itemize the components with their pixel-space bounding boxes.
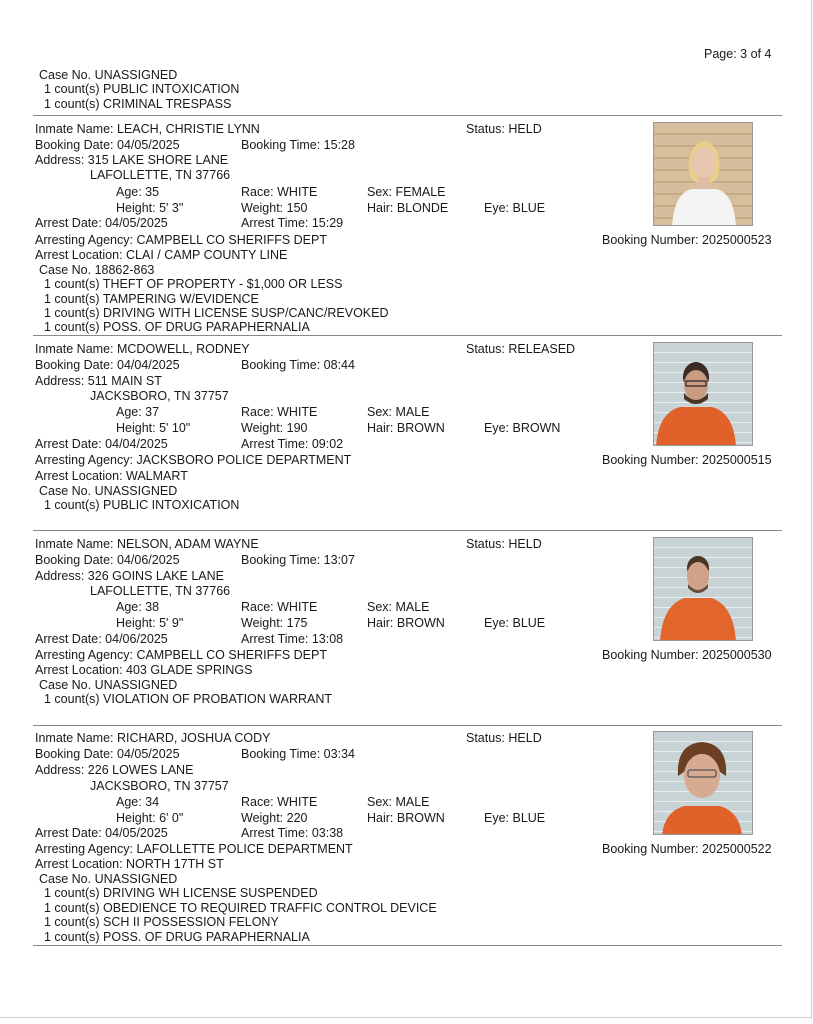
page-number: Page: 3 of 4 — [704, 47, 772, 61]
arrest-date: Arrest Date: 04/04/2025 — [35, 437, 168, 451]
booking-time: Booking Time: 03:34 — [241, 747, 355, 761]
hair: Hair: BROWN — [367, 421, 445, 435]
height: Height: 5' 9" — [116, 616, 184, 630]
charge-line: 1 count(s) CRIMINAL TRESPASS — [44, 97, 232, 111]
charge-line: 1 count(s) TAMPERING W/EVIDENCE — [44, 292, 259, 306]
booking-number: Booking Number: 2025000515 — [602, 453, 772, 467]
race: Race: WHITE — [241, 185, 318, 199]
arrest-date: Arrest Date: 04/05/2025 — [35, 826, 168, 840]
arresting-agency: Arresting Agency: LAFOLLETTE POLICE DEPARTMENT — [35, 842, 353, 856]
booking-time: Booking Time: 13:07 — [241, 553, 355, 567]
arresting-agency: Arresting Agency: JACKSBORO POLICE DEPARTMENT — [35, 453, 352, 467]
address: Address: 511 MAIN ST — [35, 374, 162, 388]
arrest-time: Arrest Time: 13:08 — [241, 632, 344, 646]
arrest-date: Arrest Date: 04/05/2025 — [35, 216, 168, 230]
age: Age: 35 — [116, 185, 160, 199]
mugshot-photo — [653, 537, 753, 641]
age: Age: 37 — [116, 405, 160, 419]
case-number: Case No. UNASSIGNED — [39, 484, 178, 498]
arrest-location: Arrest Location: CLAI / CAMP COUNTY LINE — [35, 248, 288, 262]
address: Address: 326 GOINS LAKE LANE — [35, 569, 224, 583]
case-number: Case No. UNASSIGNED — [39, 872, 178, 886]
eye: Eye: BLUE — [484, 616, 546, 630]
sex: Sex: MALE — [367, 600, 430, 614]
charge-line: 1 count(s) POSS. OF DRUG PARAPHERNALIA — [44, 320, 310, 334]
race: Race: WHITE — [241, 405, 318, 419]
arrest-time: Arrest Time: 09:02 — [241, 437, 344, 451]
eye: Eye: BLUE — [484, 201, 546, 215]
charge-line: 1 count(s) DRIVING WITH LICENSE SUSP/CANC/REVOKED — [44, 306, 389, 320]
height: Height: 5' 10" — [116, 421, 191, 435]
eye: Eye: BLUE — [484, 811, 546, 825]
charge-line: 1 count(s) PUBLIC INTOXICATION — [44, 82, 240, 96]
charge-line: 1 count(s) VIOLATION OF PROBATION WARRANT — [44, 692, 333, 706]
booking-time: Booking Time: 08:44 — [241, 358, 355, 372]
charge-line: 1 count(s) POSS. OF DRUG PARAPHERNALIA — [44, 930, 310, 944]
booking-date: Booking Date: 04/05/2025 — [35, 747, 180, 761]
arrest-time: Arrest Time: 15:29 — [241, 216, 344, 230]
booking-number: Booking Number: 2025000530 — [602, 648, 772, 662]
race: Race: WHITE — [241, 600, 318, 614]
inmate-name: Inmate Name: RICHARD, JOSHUA CODY — [35, 731, 271, 745]
booking-date: Booking Date: 04/04/2025 — [35, 358, 180, 372]
weight: Weight: 190 — [241, 421, 308, 435]
arrest-location: Arrest Location: 403 GLADE SPRINGS — [35, 663, 253, 677]
booking-time: Booking Time: 15:28 — [241, 138, 355, 152]
charge-line: 1 count(s) OBEDIENCE TO REQUIRED TRAFFIC CONTROL DEVICE — [44, 901, 437, 915]
race: Race: WHITE — [241, 795, 318, 809]
hair: Hair: BROWN — [367, 616, 445, 630]
arrest-location: Arrest Location: WALMART — [35, 469, 188, 483]
age: Age: 38 — [116, 600, 160, 614]
weight: Weight: 175 — [241, 616, 308, 630]
case-number: Case No. 18862-863 — [39, 263, 155, 277]
arresting-agency: Arresting Agency: CAMPBELL CO SHERIFFS DEPT — [35, 648, 327, 662]
charge-line: 1 count(s) SCH II POSSESSION FELONY — [44, 915, 279, 929]
booking-date: Booking Date: 04/06/2025 — [35, 553, 180, 567]
age: Age: 34 — [116, 795, 160, 809]
hair: Hair: BLONDE — [367, 201, 449, 215]
status: Status: HELD — [466, 731, 542, 745]
booking-number: Booking Number: 2025000522 — [602, 842, 772, 856]
eye: Eye: BROWN — [484, 421, 561, 435]
sex: Sex: MALE — [367, 405, 430, 419]
status: Status: RELEASED — [466, 342, 576, 356]
address: Address: 315 LAKE SHORE LANE — [35, 153, 229, 167]
sex: Sex: FEMALE — [367, 185, 446, 199]
charge-line: 1 count(s) PUBLIC INTOXICATION — [44, 498, 240, 512]
mugshot-photo — [653, 122, 753, 226]
arrest-date: Arrest Date: 04/06/2025 — [35, 632, 168, 646]
divider — [33, 530, 782, 531]
status: Status: HELD — [466, 122, 542, 136]
city: LAFOLLETTE, TN 37766 — [90, 168, 231, 182]
height: Height: 6' 0" — [116, 811, 184, 825]
case-number: Case No. UNASSIGNED — [39, 678, 178, 692]
charge-line: 1 count(s) DRIVING WH LICENSE SUSPENDED — [44, 886, 318, 900]
inmate-name: Inmate Name: NELSON, ADAM WAYNE — [35, 537, 259, 551]
city: LAFOLLETTE, TN 37766 — [90, 584, 231, 598]
divider — [33, 115, 782, 116]
divider — [33, 725, 782, 726]
city: JACKSBORO, TN 37757 — [90, 779, 229, 793]
booking-date: Booking Date: 04/05/2025 — [35, 138, 180, 152]
address: Address: 226 LOWES LANE — [35, 763, 194, 777]
divider — [33, 335, 782, 336]
arrest-time: Arrest Time: 03:38 — [241, 826, 344, 840]
booking-number: Booking Number: 2025000523 — [602, 233, 772, 247]
charge-line: 1 count(s) THEFT OF PROPERTY - $1,000 OR LESS — [44, 277, 343, 291]
inmate-name: Inmate Name: LEACH, CHRISTIE LYNN — [35, 122, 260, 136]
sex: Sex: MALE — [367, 795, 430, 809]
height: Height: 5' 3" — [116, 201, 184, 215]
status: Status: HELD — [466, 537, 542, 551]
case-number: Case No. UNASSIGNED — [39, 68, 178, 82]
mugshot-photo — [653, 342, 753, 446]
weight: Weight: 220 — [241, 811, 308, 825]
mugshot-photo — [653, 731, 753, 835]
weight: Weight: 150 — [241, 201, 308, 215]
hair: Hair: BROWN — [367, 811, 445, 825]
arresting-agency: Arresting Agency: CAMPBELL CO SHERIFFS DEPT — [35, 233, 327, 247]
city: JACKSBORO, TN 37757 — [90, 389, 229, 403]
inmate-name: Inmate Name: MCDOWELL, RODNEY — [35, 342, 250, 356]
divider — [33, 945, 782, 946]
arrest-location: Arrest Location: NORTH 17TH ST — [35, 857, 224, 871]
